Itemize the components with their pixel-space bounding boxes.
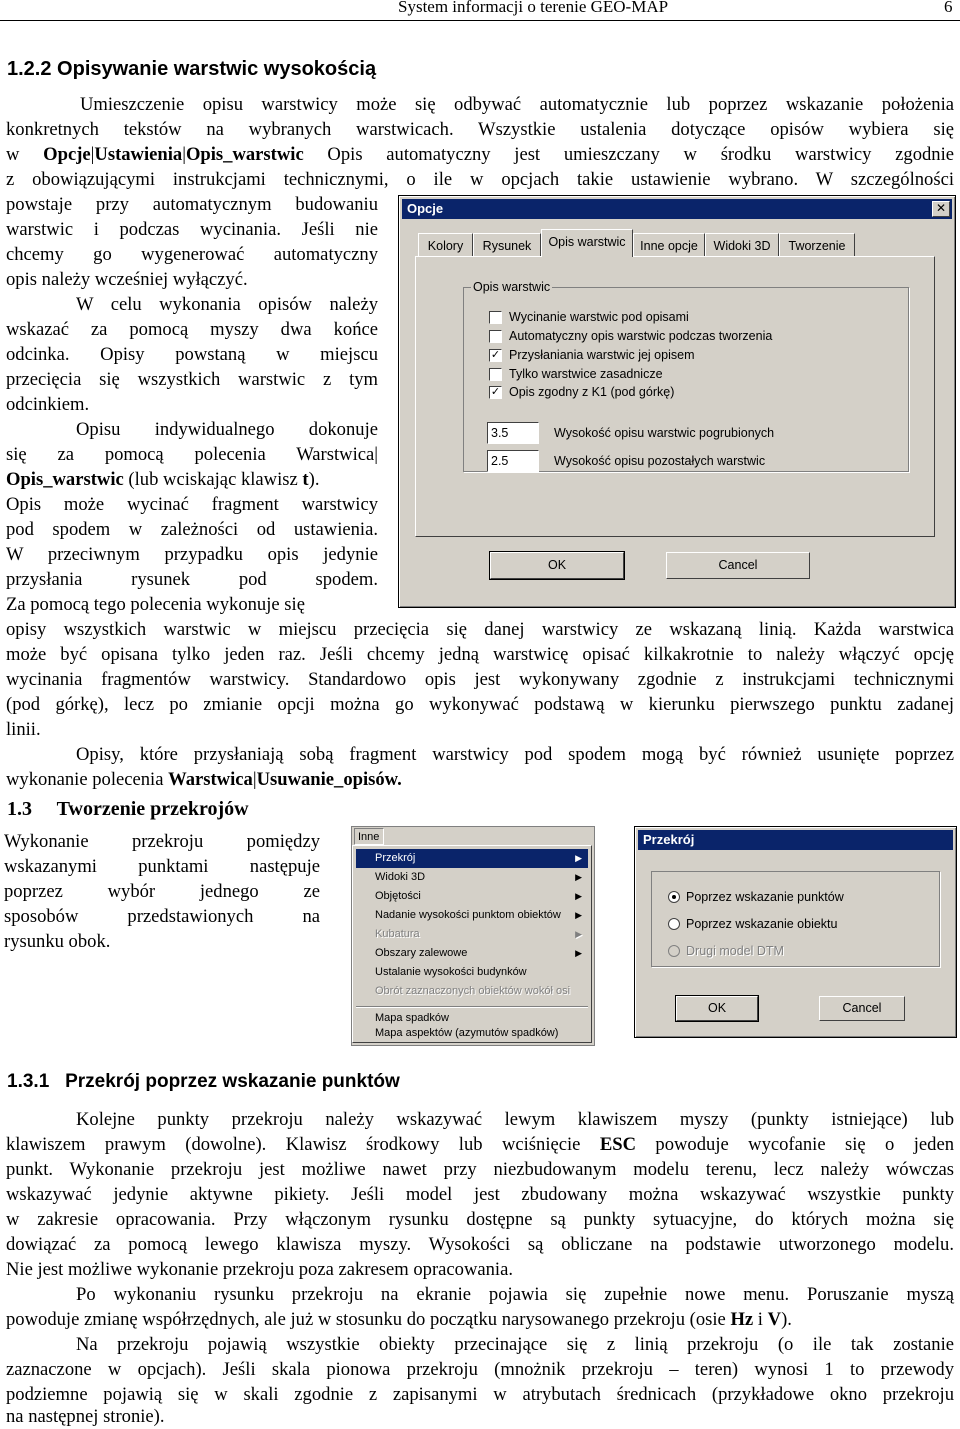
- field-label: Wysokość opisu pozostałych warstwic: [554, 454, 766, 468]
- przekroj-dialog-titlebar: [638, 830, 953, 850]
- paragraph-line-menu-path: w Opcje|Ustawienia|Opis_warstwic Opis automatyczny jest umieszczany w środku warstwicy zgodnie: [6, 144, 955, 165]
- narrow-line: odcinka. Opisy powstaną w miejscu: [6, 344, 378, 365]
- narrow-line: Opisu indywidualnego dokonuje: [76, 419, 378, 440]
- checkbox-automatyczny-opis[interactable]: [489, 330, 502, 343]
- paragraph-line: linii.: [6, 719, 41, 740]
- height-other-input[interactable]: 2.5: [487, 450, 539, 472]
- narrow-line: Wykonanie przekroju pomiędzy: [4, 831, 320, 852]
- paragraph-line: opisy wszystkich warstwic w miejscu przecięcia się danej warstwicy ze wskazaną linią. Każda warstwica: [6, 619, 954, 640]
- menu-item-przekroj[interactable]: Przekrój ▶: [356, 849, 588, 868]
- narrow-line: W przeciwnym przypadku opis jedynie: [6, 544, 378, 565]
- checkbox-opis-k1[interactable]: ✓: [490, 386, 501, 398]
- radio-label: Poprzez wskazanie punktów: [686, 890, 844, 904]
- tab-opis-warstwic[interactable]: Opis warstwic: [541, 229, 633, 257]
- tab-inne-opcje[interactable]: Inne opcje: [633, 233, 705, 257]
- paragraph-line: konkretnych tekstów na wybranych warstwicach. Wszystkie ustalenia dotyczące opisów wybiera się: [6, 119, 954, 140]
- menu-item-mapa-aspektow[interactable]: Mapa aspektów (azymutów spadków): [375, 1027, 559, 1039]
- paragraph-line: Umieszczenie opisu warstwicy może się odbywać automatycznie lub poprzez wskazanie położenia: [80, 94, 954, 115]
- submenu-arrow-icon: ▶: [575, 872, 582, 882]
- radio-drugi-model: [668, 945, 680, 957]
- options-dialog-titlebar: [402, 199, 952, 219]
- paragraph-line: wycinania fragmentów warstwicy. Standardowo opis jest wykonywany zgodnie z instrukcjami technicznymi: [6, 669, 954, 690]
- submenu-arrow-icon: ▶: [575, 891, 582, 901]
- narrow-line: chcemy go wygenerować automatyczny: [6, 244, 378, 265]
- section-heading-1-3: 1.3 Tworzenie przekrojów: [7, 798, 249, 820]
- checkbox-label: Opis zgodny z K1 (pod górkę): [509, 385, 675, 399]
- narrow-line: opis należy wcześniej wyłączyć.: [6, 269, 248, 290]
- paragraph-line: (pod górkę), lecz po zmianie opcji można go wykonywać podstawą w kierunku pierwszego punktu zadanej: [6, 694, 954, 715]
- menu-item-mapa-spadkow[interactable]: Mapa spadków: [375, 1012, 449, 1024]
- submenu-arrow-icon: ▶: [575, 948, 582, 958]
- menu-item-obszary-zalewowe[interactable]: Obszary zalewowe ▶: [356, 944, 588, 963]
- narrow-line: rysunku obok.: [4, 931, 111, 952]
- paragraph-line-esc: klawiszem prawym (dowolne). Klawisz środkowy lub wciśnięcie ESC powoduje wycofanie się o jeden: [6, 1134, 954, 1155]
- paragraph-line: Po wykonaniu rysunku przekroju na ekranie pojawia się zupełnie nowe menu. Poruszanie myszą: [76, 1284, 954, 1305]
- menu-item-objetosci[interactable]: Objętości ▶: [356, 887, 588, 906]
- menu-item-nadanie-wysokosci[interactable]: Nadanie wysokości punktom obiektów ▶: [356, 906, 588, 925]
- running-header: System informacji o terenie GEO-MAP: [398, 0, 669, 16]
- paragraph-line: na następnej stronie).: [6, 1406, 165, 1427]
- paragraph-line: w zakresie opracowania. Przy włączonym rysunku dostępne są punkty sytuacyjne, do których można się: [6, 1209, 954, 1230]
- menu-dropdown: [352, 845, 592, 1043]
- paragraph-line: punkt. Wykonanie przekroju jest możliwe nawet przy niezbudowanym modelu terenu, lecz należy wówczas: [6, 1159, 954, 1180]
- narrow-line: przysłania rysunek pod spodem.: [6, 569, 378, 590]
- ok-button[interactable]: OK: [676, 996, 758, 1021]
- menu-title-inne[interactable]: Inne: [354, 828, 384, 845]
- tab-rysunek[interactable]: Rysunek: [473, 233, 541, 257]
- paragraph-line: Opisy, które przysłaniają sobą fragment warstwicy pod spodem mogą być również usunięte poprzez: [76, 744, 954, 765]
- radio-wskazanie-punktow[interactable]: [668, 891, 680, 903]
- page-number: 6: [944, 0, 953, 16]
- menu-item-ustalanie-wysokosci[interactable]: Ustalanie wysokości budynków: [375, 966, 527, 978]
- narrow-line: W celu wykonania opisów należy: [76, 294, 378, 315]
- ok-button[interactable]: OK: [490, 552, 624, 579]
- narrow-line: odcinkiem.: [6, 394, 90, 415]
- narrow-line: pod spodem w zależności od ustawienia.: [6, 519, 378, 540]
- options-dialog-title: Opcje: [407, 201, 444, 216]
- close-icon[interactable]: ✕: [932, 201, 950, 217]
- field-label: Wysokość opisu warstwic pogrubionych: [554, 426, 775, 440]
- cancel-button[interactable]: Cancel: [666, 552, 810, 579]
- paragraph-line: podziemne pojawią się w skali zgodnie z zapisanymi w atrybutach średnicach (przykładowe okno przekroju: [6, 1384, 954, 1405]
- submenu-arrow-icon: ▶: [575, 929, 582, 939]
- paragraph-line: Kolejne punkty przekroju należy wskazywać lewym klawiszem myszy (punkty istniejące) lub: [76, 1109, 954, 1130]
- paragraph-line: z obowiązującymi instrukcjami technicznymi, o ile w opcjach takie ustawienie wybrano. W szczególności: [6, 169, 954, 190]
- przekroj-dialog: [634, 826, 957, 1038]
- inne-menu: [351, 826, 595, 1046]
- submenu-arrow-icon: ▶: [575, 910, 582, 920]
- submenu-arrow-icon: ▶: [575, 853, 582, 863]
- radio-wskazanie-obiektu[interactable]: [668, 918, 680, 930]
- radio-label: Poprzez wskazanie obiektu: [686, 917, 838, 931]
- checkbox-label: Automatyczny opis warstwic podczas tworzenia: [509, 329, 773, 343]
- group-label: Opis warstwic: [473, 280, 551, 294]
- narrow-line-command: Opis_warstwic (lub wciskając klawisz t).: [6, 469, 320, 490]
- narrow-line: przecięcia się wszystkich warstwic z tym: [6, 369, 378, 390]
- tab-widoki-3d[interactable]: Widoki 3D: [705, 233, 779, 257]
- menu-path-opcje: Opcje: [43, 144, 91, 165]
- menu-path-ustawienia: Ustawienia: [94, 144, 183, 165]
- menu-item-widoki-3d[interactable]: Widoki 3D ▶: [356, 868, 588, 887]
- narrow-line: warstwic i podczas wycinania. Jeśli nie: [6, 219, 378, 240]
- paragraph-line: Na przekroju pojawią wszystkie obiekty przecinające się z linią przekroju (o ile tak zostanie: [76, 1334, 954, 1355]
- tab-kolory[interactable]: Kolory: [418, 233, 473, 257]
- checkbox-label: Wycinanie warstwic pod opisami: [509, 310, 689, 324]
- checkbox-przyslanianie[interactable]: ✓: [490, 349, 501, 361]
- paragraph-line: wskazywać jedynie aktywne pikiety. Jeśli model jest zbudowany można wskazywać wszystkie punkty: [6, 1184, 954, 1205]
- tab-tworzenie[interactable]: Tworzenie: [779, 233, 855, 257]
- menu-separator: [356, 1006, 588, 1008]
- przekroj-dialog-title: Przekrój: [643, 832, 695, 847]
- section-heading-1-2-2: 1.2.2 Opisywanie warstwic wysokością: [7, 58, 377, 80]
- cancel-button[interactable]: Cancel: [819, 996, 905, 1021]
- paragraph-line: dowiązać za pomocą lewego klawisza myszy. Wysokości są obliczane na podstawie utworzonego modelu.: [6, 1234, 954, 1255]
- radio-label: Drugi model DTM: [686, 944, 784, 958]
- narrow-line: powstaje przy automatycznym budowaniu: [6, 194, 378, 215]
- narrow-line: Za pomocą tego polecenia wykonuje się: [6, 594, 305, 615]
- header-rule: [0, 20, 960, 21]
- paragraph-line: zaznaczone w opcjach). Jeśli skala pionowa przekroju (mnożnik przekroju – teren) wynosi 1 to przewody: [6, 1359, 954, 1380]
- narrow-line: sposobów przedstawionych na: [4, 906, 320, 927]
- narrow-line: wskazać za pomocą myszy dwa końce: [6, 319, 378, 340]
- checkbox-label: Przysłaniania warstwic jej opisem: [509, 348, 695, 362]
- paragraph-line: Nie jest możliwe wykonanie przekroju poza zakresem opracowania.: [6, 1259, 513, 1280]
- narrow-line: Opis może wycinać fragment warstwicy: [6, 494, 378, 515]
- options-dialog: [398, 195, 956, 608]
- paragraph-line-command: wykonanie polecenia Warstwica|Usuwanie_opisów.: [6, 769, 402, 790]
- checkbox-wycinanie[interactable]: [489, 311, 502, 324]
- narrow-line-command: się za pomocą polecenia Warstwica|: [6, 444, 378, 465]
- section-heading-1-3-1: 1.3.1 Przekrój poprzez wskazanie punktów: [7, 1071, 400, 1092]
- menu-path-opis-warstwic: Opis_warstwic: [185, 144, 304, 165]
- menu-item-obrot: Obrót zaznaczonych obiektów wokół osi: [375, 985, 571, 997]
- narrow-line: poprzez wybór jednego ze: [4, 881, 320, 902]
- checkbox-tylko-zasadnicze[interactable]: [489, 368, 502, 381]
- menu-item-kubatura: Kubatura ▶: [356, 925, 588, 944]
- checkbox-label: Tylko warstwice zasadnicze: [509, 367, 663, 381]
- narrow-line: wskazanymi punktami następuje: [4, 856, 320, 877]
- height-bold-input[interactable]: 3.5: [487, 422, 539, 444]
- paragraph-line: może być opisana tylko jeden raz. Jeśli chcemy jedną warstwicę opisać kilkakrotnie to należy włączyć opcję: [6, 644, 954, 665]
- paragraph-line-axes: powoduje zmianę współrzędnych, ale już w stosunku do początku narysowanego przekroju (osie Hz i V).: [6, 1309, 792, 1330]
